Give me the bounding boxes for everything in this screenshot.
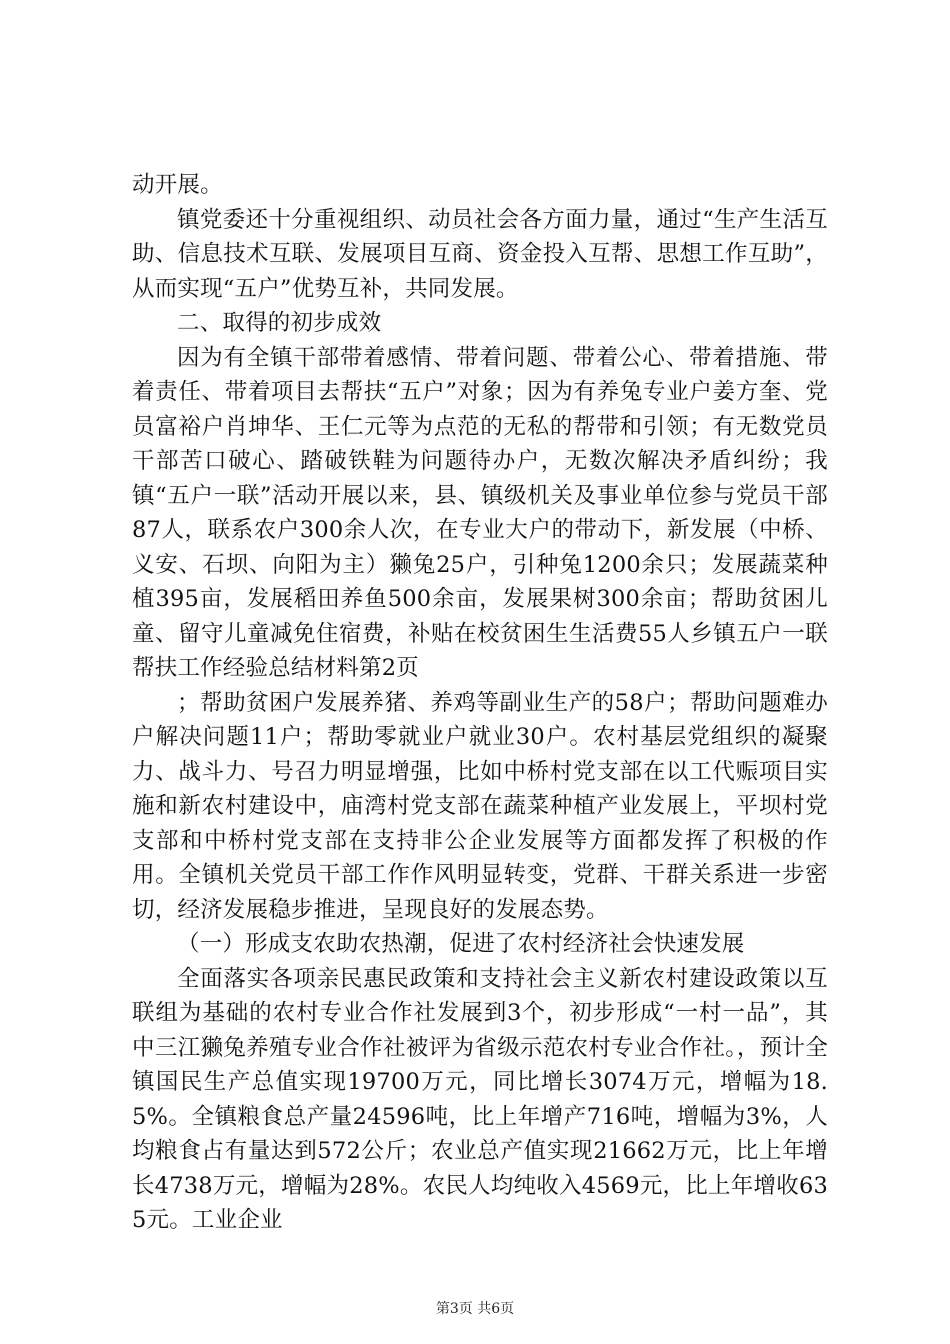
page-footer <box>0 1300 950 1318</box>
subsection-heading-rural-economy: （一）形成支农助农热潮，促进了农村经济社会快速发展 <box>177 931 745 957</box>
page-number: 第3页 共6页 <box>435 1301 515 1317</box>
paragraph-party-organization: ；帮助贫困户发展养猪、养鸡等副业生产的58户；帮助问题难办户解决问题11户；帮助零就业户就业30户。农村基层党组织的凝聚力、战斗力、号召力明显增强，比如中桥村党支部在以工代赈项目实施和新农村建设中，庙湾村党支部在蔬菜种植产业发展上，平坝村党支部和中桥村党支部在支持非公企业发展等方面都发挥了积极的作用。全镇机关党员干部工作作风明显转变，党群、干群关系进一步密切，经济发展稳步推进，呈现良好的发展态势。 <box>132 689 828 923</box>
paragraph-assistance-summary: 因为有全镇干部带着感情、带着问题、带着公心、带着措施、带着责任、带着项目去帮扶“五户”对象；因为有养兔专业户姜方奎、党员富裕户肖坤华、王仁元等为点范的无私的帮带和引领；有无数党员干部苦口破心、踏破铁鞋为问题待办户，无数次解决矛盾纠纷；我镇“五户一联”活动开展以来，县、镇级机关及事业单位参与党员干部87人，联系农户300余人次，在专业大户的带动下，新发展（中桥、义安、石坝、向阳为主）獭兔25户，引种兔1200余只；发展蔬菜种植395亩，发展稻田养鱼500余亩，发展果树300余亩；帮助贫困儿童、留守儿童减免住宿费，补贴在校贫困生生活费55人乡镇五户一联帮扶工作经验总结材料第2页 <box>132 344 828 681</box>
section-heading-results: 二、取得的初步成效 <box>177 310 382 336</box>
paragraph-social-mobilization: 镇党委还十分重视组织、动员社会各方面力量，通过“生产生活互助、信息技术互联、发展项目互商、资金投入互帮、思想工作互助”，从而实现“五户”优势互补，共同发展。 <box>132 206 828 302</box>
document-body <box>132 168 828 1238</box>
paragraph-economic-statistics: 全面落实各项亲民惠民政策和支持社会主义新农村建设政策以互联组为基础的农村专业合作社发展到3个，初步形成“一村一品”，其中三江獭兔养殖专业合作社被评为省级示范农村专业合作社。，预计全镇国民生产总值实现19700万元，同比增长3074万元，增幅为18.5%。全镇粮食总产量24596吨，比上年增产716吨，增幅为3%，人均粮食占有量达到572公斤；农业总产值实现21662万元，比上年增长4738万元，增幅为28%。农民人均纯收入4569元，比上年增收635元。工业企业 <box>132 965 828 1233</box>
paragraph-continuation: 动开展。 <box>132 172 223 198</box>
